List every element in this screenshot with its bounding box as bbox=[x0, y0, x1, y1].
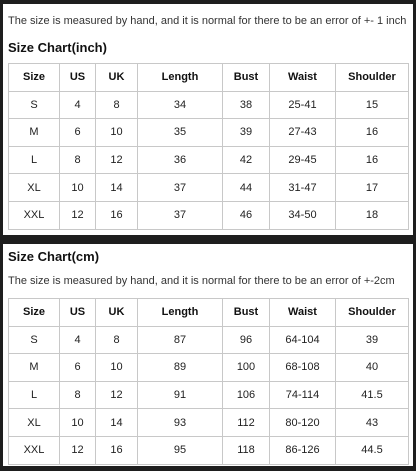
table-cell: 95 bbox=[138, 436, 223, 464]
column-header: Length bbox=[138, 299, 223, 327]
table-cell: 40 bbox=[336, 354, 409, 382]
table-cell: 10 bbox=[60, 174, 96, 202]
table-cell: 6 bbox=[60, 119, 96, 147]
table-cell: 68-108 bbox=[270, 354, 336, 382]
table-cell: 46 bbox=[223, 201, 270, 229]
table-row bbox=[9, 436, 409, 464]
table-row bbox=[9, 326, 409, 354]
table-cell: 39 bbox=[223, 119, 270, 147]
table-cell: 86-126 bbox=[270, 436, 336, 464]
table-cell: L bbox=[9, 146, 60, 174]
table-cell: 16 bbox=[336, 146, 409, 174]
measurement-note-inch: The size is measured by hand, and it is normal for there to be an error of +- 1 inch bbox=[8, 15, 407, 27]
table-cell: 64-104 bbox=[270, 326, 336, 354]
table-cell: 80-120 bbox=[270, 409, 336, 437]
table-cell: 106 bbox=[223, 381, 270, 409]
table-cell: 10 bbox=[96, 354, 138, 382]
table-cell: XXL bbox=[9, 436, 60, 464]
table-cell: 35 bbox=[138, 119, 223, 147]
table-cell: 10 bbox=[96, 119, 138, 147]
table-cell: 89 bbox=[138, 354, 223, 382]
table-cell: 91 bbox=[138, 381, 223, 409]
table-cell: 12 bbox=[96, 146, 138, 174]
table-cell: 16 bbox=[336, 119, 409, 147]
table-cell: 6 bbox=[60, 354, 96, 382]
column-header: Shoulder bbox=[336, 64, 409, 92]
table-cell: 8 bbox=[96, 326, 138, 354]
table-row bbox=[9, 174, 409, 202]
table-cell: 4 bbox=[60, 326, 96, 354]
column-header: Waist bbox=[270, 299, 336, 327]
table-cell: 34 bbox=[138, 91, 223, 119]
size-chart-cm-panel bbox=[3, 244, 413, 466]
table-cell: 37 bbox=[138, 201, 223, 229]
table-cell: 14 bbox=[96, 409, 138, 437]
table-row bbox=[9, 354, 409, 382]
size-table-cm bbox=[8, 298, 409, 465]
column-header: Bust bbox=[223, 64, 270, 92]
table-cell: 31-47 bbox=[270, 174, 336, 202]
size-chart-cm-title: Size Chart(cm) bbox=[8, 249, 100, 264]
column-header: Size bbox=[9, 299, 60, 327]
table-header-row bbox=[9, 299, 409, 327]
table-row bbox=[9, 119, 409, 147]
table-cell: XL bbox=[9, 174, 60, 202]
table-row bbox=[9, 146, 409, 174]
table-cell: S bbox=[9, 91, 60, 119]
table-cell: 12 bbox=[96, 381, 138, 409]
table-cell: 100 bbox=[223, 354, 270, 382]
table-cell: 44.5 bbox=[336, 436, 409, 464]
table-cell: 44 bbox=[223, 174, 270, 202]
table-cell: 118 bbox=[223, 436, 270, 464]
table-cell: 4 bbox=[60, 91, 96, 119]
column-header: Bust bbox=[223, 299, 270, 327]
table-cell: 96 bbox=[223, 326, 270, 354]
table-cell: 18 bbox=[336, 201, 409, 229]
table-cell: 25-41 bbox=[270, 91, 336, 119]
table-cell: 36 bbox=[138, 146, 223, 174]
column-header: US bbox=[60, 299, 96, 327]
table-row bbox=[9, 409, 409, 437]
column-header: Shoulder bbox=[336, 299, 409, 327]
size-table-inch bbox=[8, 63, 409, 230]
table-cell: 38 bbox=[223, 91, 270, 119]
column-header: UK bbox=[96, 64, 138, 92]
table-cell: 43 bbox=[336, 409, 409, 437]
column-header: US bbox=[60, 64, 96, 92]
column-header: Length bbox=[138, 64, 223, 92]
table-cell: 8 bbox=[60, 146, 96, 174]
table-cell: 16 bbox=[96, 436, 138, 464]
table-cell: 8 bbox=[96, 91, 138, 119]
table-row bbox=[9, 381, 409, 409]
table-cell: S bbox=[9, 326, 60, 354]
size-chart-inch-panel bbox=[3, 4, 413, 235]
table-cell: M bbox=[9, 119, 60, 147]
table-row bbox=[9, 91, 409, 119]
table-cell: 12 bbox=[60, 201, 96, 229]
table-cell: XXL bbox=[9, 201, 60, 229]
table-cell: 42 bbox=[223, 146, 270, 174]
table-cell: L bbox=[9, 381, 60, 409]
column-header: Waist bbox=[270, 64, 336, 92]
table-row bbox=[9, 201, 409, 229]
table-cell: 34-50 bbox=[270, 201, 336, 229]
table-cell: 39 bbox=[336, 326, 409, 354]
column-header: UK bbox=[96, 299, 138, 327]
table-cell: 17 bbox=[336, 174, 409, 202]
table-cell: 93 bbox=[138, 409, 223, 437]
table-header-row bbox=[9, 64, 409, 92]
table-cell: 8 bbox=[60, 381, 96, 409]
table-cell: 15 bbox=[336, 91, 409, 119]
measurement-note-cm: The size is measured by hand, and it is normal for there to be an error of +-2cm bbox=[8, 275, 395, 287]
table-cell: 16 bbox=[96, 201, 138, 229]
table-cell: 14 bbox=[96, 174, 138, 202]
table-cell: 29-45 bbox=[270, 146, 336, 174]
table-cell: 10 bbox=[60, 409, 96, 437]
table-cell: 87 bbox=[138, 326, 223, 354]
column-header: Size bbox=[9, 64, 60, 92]
size-chart-inch-title: Size Chart(inch) bbox=[8, 40, 107, 55]
table-cell: 27-43 bbox=[270, 119, 336, 147]
table-cell: 37 bbox=[138, 174, 223, 202]
table-cell: 112 bbox=[223, 409, 270, 437]
table-cell: 74-114 bbox=[270, 381, 336, 409]
table-cell: 41.5 bbox=[336, 381, 409, 409]
table-cell: 12 bbox=[60, 436, 96, 464]
table-cell: M bbox=[9, 354, 60, 382]
table-cell: XL bbox=[9, 409, 60, 437]
